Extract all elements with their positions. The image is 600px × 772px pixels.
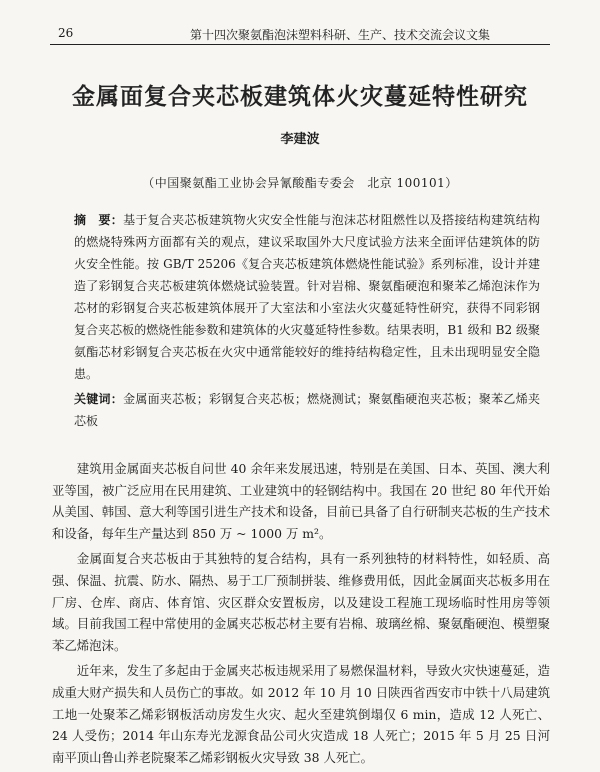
keywords — [74, 388, 540, 432]
running-header — [50, 22, 550, 45]
keywords-text: 金属面夹芯板；彩钢复合夹芯板；燃烧测试；聚氨酯硬泡夹芯板；聚苯乙烯夹芯板 — [74, 392, 540, 428]
abstract — [74, 209, 540, 385]
author-affiliation: （中国聚氨酯工业协会异氰酸酯专委会 北京 100101） — [142, 176, 458, 190]
journal-title: 第十四次聚氨酯泡沫塑料科研、生产、技术交流会议文集 — [190, 28, 491, 42]
body-paragraph: 近年来，发生了多起由于金属夹芯板违规采用了易燃保温材料，导致火灾快速蔓延，造成重大财产损失和人员伤亡的事故。如 2012 年 10 月 10 日陕西省西安市中铁十八局建筑工地一处聚苯乙烯彩钢板活动房发生火灾、起火至建筑倒塌仅 6 min，造成 12 人死亡、24 人受伤；2014 年山东寿光龙源食品公司火灾造成 18 人死亡；2015 年 5 月 25 日河南平顶山鲁山养老院聚苯乙烯彩钢板火灾导致 38 人死亡。 — [52, 663, 550, 765]
body-paragraph: 建筑用金属面夹芯板自问世 40 余年来发展迅速，特别是在美国、日本、英国、澳大利亚等国，被广泛应用在民用建筑、工业建筑中的轻钢结构中。我国在 20 世纪 80 年代开始从美国、韩国、意大利等国引进生产技术和设备，目前已具备了自行研制夹芯板的生产技术和设备，每年生产量达到 850 万 ~ 1000 万 m²。 — [52, 461, 550, 541]
page-number: 26 — [58, 26, 74, 40]
body-paragraph: 金属面复合夹芯板由于其独特的复合结构，具有一系列独特的材料特性，如轻质、高强、保温、抗震、防水、隔热、易于工厂预制拼装、维修费用低，因此金属面夹芯板多用在厂房、仓库、商店、体育馆、灾区群众安置板房，以及建设工程施工现场临时性用房等领域。目前我国工程中常使用的金属夹芯板芯材主要有岩棉、玻璃丝棉、聚氨酯硬泡、模塑聚苯乙烯泡沫。 — [52, 551, 550, 653]
keywords-label: 关键词： — [74, 392, 124, 406]
abstract-text: 基于复合夹芯板建筑物火灾安全性能与泡沫芯材阻燃性以及搭接结构建筑结构的燃烧特殊两方面都有关的观点，建议采取国外大尺度试验方法来全面评估建筑体的防火安全性能。按 GB/T 25206《复合夹芯板建筑体燃烧性能试验》系列标准，设计并建造了彩钢复合夹芯板建筑体燃烧试验装置。针对岩棉、聚氨酯硬泡和聚苯乙烯泡沫作为芯材的彩钢复合夹芯板建筑体展开了大室法和小室法火灾蔓延特性研究，获得不同彩钢复合夹芯板的燃烧性能参数和建筑体的火灾蔓延特性参数。结果表明，B1 级和 B2 级聚氨酯芯材彩钢复合夹芯板在火灾中通常能较好的维持结构稳定性，且未出现明显安全隐患。 — [74, 213, 540, 381]
abstract-label: 摘 要： — [74, 213, 124, 227]
paper-title: 金属面复合夹芯板建筑体火灾蔓延特性研究 — [72, 84, 528, 110]
body-text — [52, 458, 550, 772]
author-name: 李建波 — [280, 132, 320, 147]
